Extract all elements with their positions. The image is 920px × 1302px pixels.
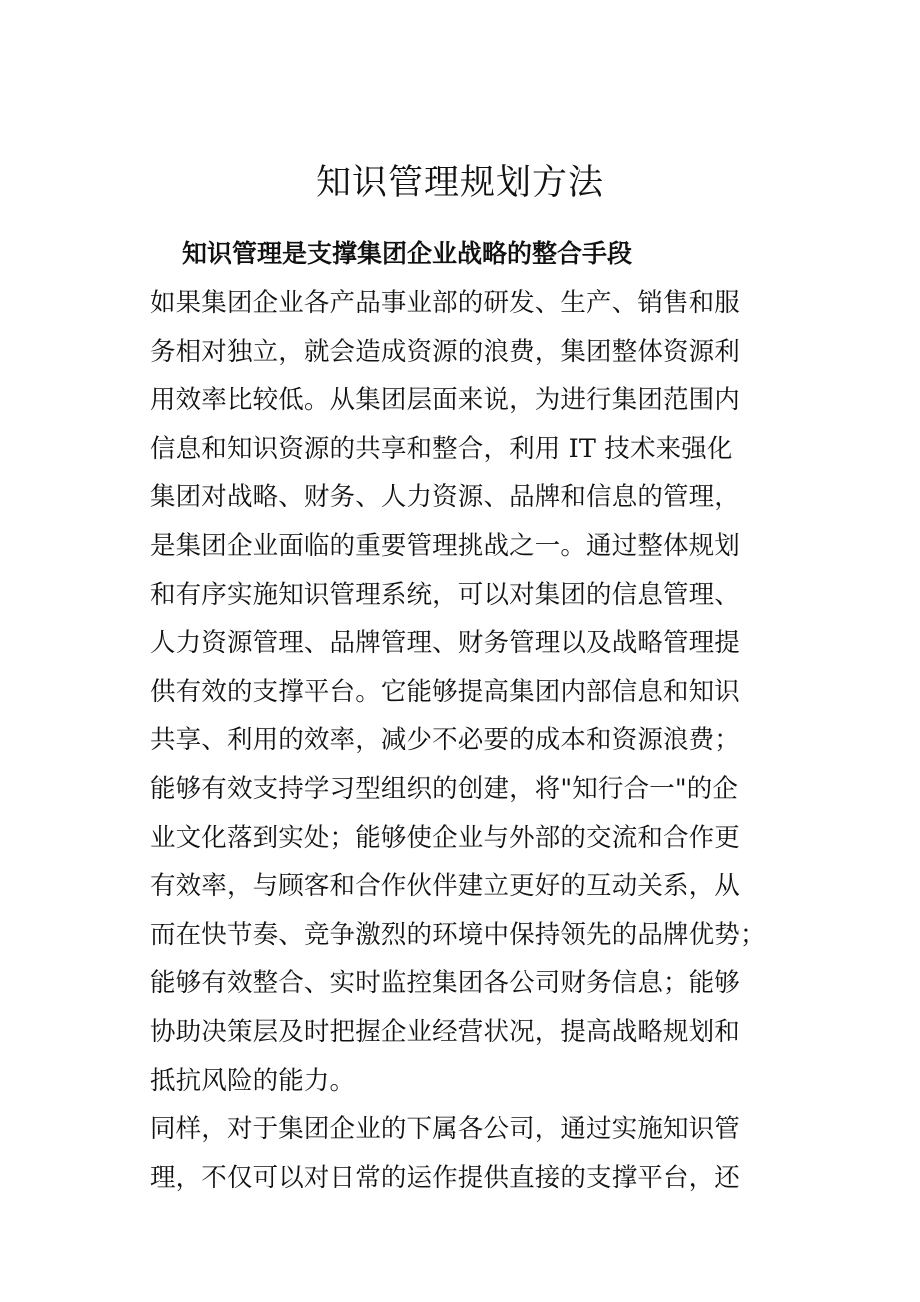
text-line: 和有序实施知识管理系统，可以对集团的信息管理、 xyxy=(150,579,740,610)
text-line: 共享、利用的效率，减少不必要的成本和资源浪费； xyxy=(150,725,740,756)
text-line: 抵抗风险的能力。 xyxy=(150,1065,356,1096)
text-line: 集团对战略、财务、人力资源、品牌和信息的管理， xyxy=(150,482,740,513)
text-line: 务相对独立，就会造成资源的浪费，集团整体资源利 xyxy=(150,336,740,367)
text-line: 有效率，与顾客和合作伙伴建立更好的互动关系，从 xyxy=(150,871,740,902)
text-line: 是集团企业面临的重要管理挑战之一。通过整体规划 xyxy=(150,530,740,561)
text-line: 能够有效整合、实时监控集团各公司财务信息；能够 xyxy=(150,968,740,999)
text-line: 供有效的支撑平台。它能够提高集团内部信息和知识 xyxy=(150,676,740,707)
text-line: 信息和知识资源的共享和整合，利用 IT 技术来强化 xyxy=(150,433,733,464)
text-line: 如果集团企业各产品事业部的研发、生产、销售和服 xyxy=(150,288,740,318)
text-line: 协助决策层及时把握企业经营状况，提高战略规划和 xyxy=(150,1016,740,1047)
section-heading: 知识管理是支撑集团企业战略的整合手段 xyxy=(182,239,633,268)
text-line: 业文化落到实处；能够使企业与外部的交流和合作更 xyxy=(150,822,740,853)
text-line: 而在快节奏、竞争激烈的环境中保持领先的品牌优势； xyxy=(150,919,766,950)
text-line: 理，不仅可以对日常的运作提供直接的支撑平台，还 xyxy=(150,1162,740,1193)
text-line: 用效率比较低。从集团层面来说，为进行集团范围内 xyxy=(150,385,740,416)
text-line: 同样，对于集团企业的下属各公司，通过实施知识管 xyxy=(150,1114,740,1145)
text-line: 人力资源管理、品牌管理、财务管理以及战略管理提 xyxy=(150,628,740,659)
document-title: 知识管理规划方法 xyxy=(315,163,604,203)
text-line: 能够有效支持学习型组织的创建，将"知行合一"的企 xyxy=(150,773,739,804)
body-text xyxy=(150,279,790,1202)
